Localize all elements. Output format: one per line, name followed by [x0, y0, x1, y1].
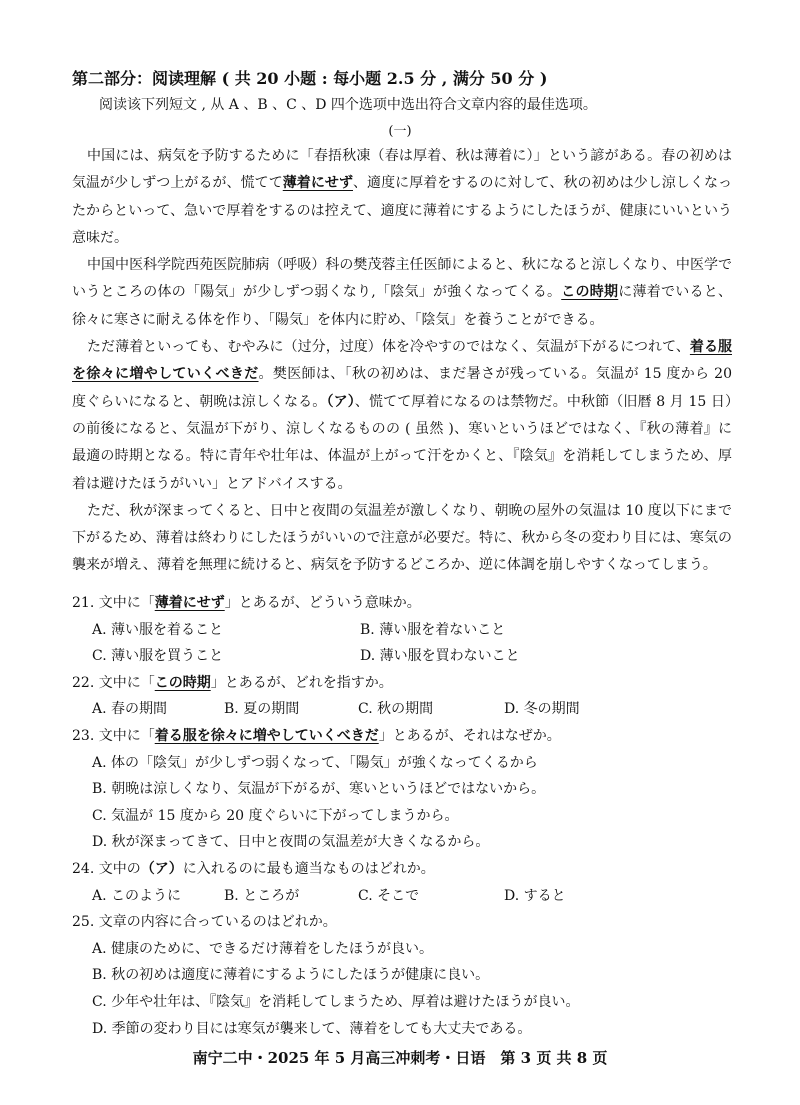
question-24-options	[72, 883, 732, 910]
question-25-option-b: B. 秋の初めは適度に薄着にするようにしたほうが健康に良い。	[92, 967, 490, 984]
question-23-option-b: B. 朝晩は涼しくなり、気温が下がるが、寒いというほどではないから。	[92, 781, 546, 798]
paragraph-3-text-c: 、慌てて厚着になるのは禁物だ。中秋節（旧暦 8 月 15 日）の前後になると、気温が下がり、涼しくなるものの ( 虽然 )、寒いというほどではなく、『秋の薄着』に最適の時期となる。特に青年や壮年は、体温が上がって汗をかくと、『陰気』を消耗してしまうため、厚着は避けたほうがいい」とアドバイスする。	[72, 393, 733, 492]
paragraph-1-text-b: 、適度に厚着をするのに対して、秋の初めは少し涼しくなったからといって、急いで厚着をするのは控えて、適度に薄着にするようにしたほうが、健康にいいという意味だ。	[72, 175, 733, 246]
paragraph-3-text-b: 。樊医師は、「秋の初めは、まだ暑さが残っている。気温が 15 度から 20 度ぐらいになると、朝晩は涼しくなる。	[72, 366, 732, 410]
question-25-stem: 25. 文章の内容に合っているのはどれか。	[72, 914, 337, 931]
question-21-options-row-1	[72, 617, 732, 644]
question-list	[72, 590, 732, 1042]
question-24-stem	[72, 856, 732, 883]
question-23-option-a: A. 体の「陰気」が少しずつ弱くなって、「陽気」が強くなってくるから	[92, 754, 538, 771]
question-22-option-d: D. 冬の期間	[504, 701, 580, 718]
reading-passage	[72, 143, 732, 580]
question-24-blank-marker: （ア）	[140, 860, 183, 877]
underlined-phrase-kono-jiki: この時期	[561, 284, 619, 301]
question-22-option-b: B. 夏の期間	[224, 701, 300, 718]
question-22-option-c: C. 秋の期間	[358, 701, 434, 718]
paragraph-4: ただ、秋が深まってくると、日中と夜間の気温差が激しくなり、朝晩の屋外の気温は 10 度以下にまで下がるため、薄着は終わりにしたほうがいいので注意が必要だ。特に、秋から冬の変わり目には、寒気の襲来が増え、薄着を無理に続けると、病気を予防するどころか、逆に体調を崩しやすくなってしまう。	[72, 502, 732, 574]
question-22-stem-a: 22. 文中に「	[72, 674, 155, 691]
paragraph-3-text-a: ただ薄着といっても、むやみに（过分，过度）体を冷やすのではなく、気温が下がるにつれて、	[87, 339, 690, 356]
question-23-stem-b: 」とあるが、それはなぜか。	[378, 727, 561, 744]
question-22-option-a: A. 春の期間	[92, 701, 168, 718]
question-23-underlined: 着る服を徐々に増やしていくべきだ	[154, 727, 379, 744]
question-21-stem-b: 」とあるが、どういう意味か。	[224, 595, 421, 611]
question-22-stem	[72, 670, 732, 697]
question-24-option-c: C. そこで	[358, 887, 420, 904]
question-22-options	[72, 696, 732, 723]
paragraph-3	[72, 334, 732, 498]
question-21-options-row-2	[72, 643, 732, 670]
section-title: 第二部分：阅读理解 ( 共 20 小题 : 每小题 2.5 分 , 满分 50 分 )	[72, 69, 548, 88]
question-24-stem-a: 24. 文中の	[72, 860, 141, 877]
paragraph-2-text-b: に薄着でいると、徐々に寒さに耐える体を作り、「陽気」を体内に貯め、「陰気」を養うことができる。	[72, 284, 733, 328]
instruction: 阅读该下列短文 , 从 A 、B 、C 、D 四个选项中选出符合文章内容的最佳选项。	[99, 97, 597, 113]
question-22-underlined: この時期	[154, 674, 211, 691]
question-21-stem-a: 21. 文中に「	[72, 595, 155, 611]
question-22-stem-b: 」とあるが、どれを指すか。	[210, 674, 393, 691]
passage-label: (一)	[388, 124, 412, 139]
underlined-phrase-kiru-fuku: 着る服を徐々に増やしていくべきだ	[72, 339, 732, 383]
question-24-option-b: B. ところが	[224, 887, 300, 904]
question-21-option-d: D. 薄い服を買わないこと	[360, 648, 520, 665]
question-21-option-a: A. 薄い服を着ること	[92, 621, 224, 638]
paragraph-2	[72, 252, 732, 334]
blank-a-marker: （ア）	[326, 393, 355, 410]
question-21-option-c: C. 薄い服を買うこと	[92, 648, 224, 665]
paragraph-2-text-a: 中国中医科学院西苑医院肺病（呼吸）科の樊茂蓉主任医師によると、秋になると涼しくなり、中医学でいうところの体の「陽気」が少しずつ弱くなり,「陰気」が強くなってくる。	[72, 257, 732, 301]
question-23-stem-a: 23. 文中に「	[72, 727, 155, 744]
page-footer: 南宁二中・2025 年 5 月高三冲刺考・日语 第 3 页 共 8 页	[192, 1049, 608, 1067]
underlined-phrase-usugi-ni-sezu: 薄着にせず	[282, 175, 353, 192]
question-23-stem	[72, 723, 732, 750]
question-24-stem-b: に入れるのに最も適当なものはどれか。	[182, 860, 435, 877]
question-21-option-b: B. 薄い服を着ないこと	[360, 621, 506, 638]
question-25-option-d: D. 季節の変わり目には寒気が襲来して、薄着をしても大丈夫である。	[92, 1020, 532, 1037]
question-24-option-d: D. すると	[504, 887, 566, 904]
question-25-option-a: A. 健康のために、できるだけ薄着をしたほうが良い。	[92, 940, 434, 957]
question-21-underlined: 薄着にせず	[154, 595, 225, 611]
question-24-option-a: A. このように	[92, 887, 182, 904]
paragraph-1-text-a: 中国には、病気を予防するために「春捂秋凍（春は厚着、秋は薄着に）」という諺がある。春の初めは気温が少しずつ上がるが、慌てて	[72, 148, 732, 192]
question-23-option-c: C. 気温が 15 度から 20 度ぐらいに下がってしまうから。	[92, 807, 459, 824]
paragraph-1	[72, 143, 732, 252]
question-23-option-d: D. 秋が深まってきて、日中と夜間の気温差が大きくなるから。	[92, 834, 490, 851]
question-25-option-c: C. 少年や壮年は、『陰気』を消耗してしまうため、厚着は避けたほうが良い。	[92, 993, 580, 1010]
question-21-stem	[72, 590, 732, 617]
